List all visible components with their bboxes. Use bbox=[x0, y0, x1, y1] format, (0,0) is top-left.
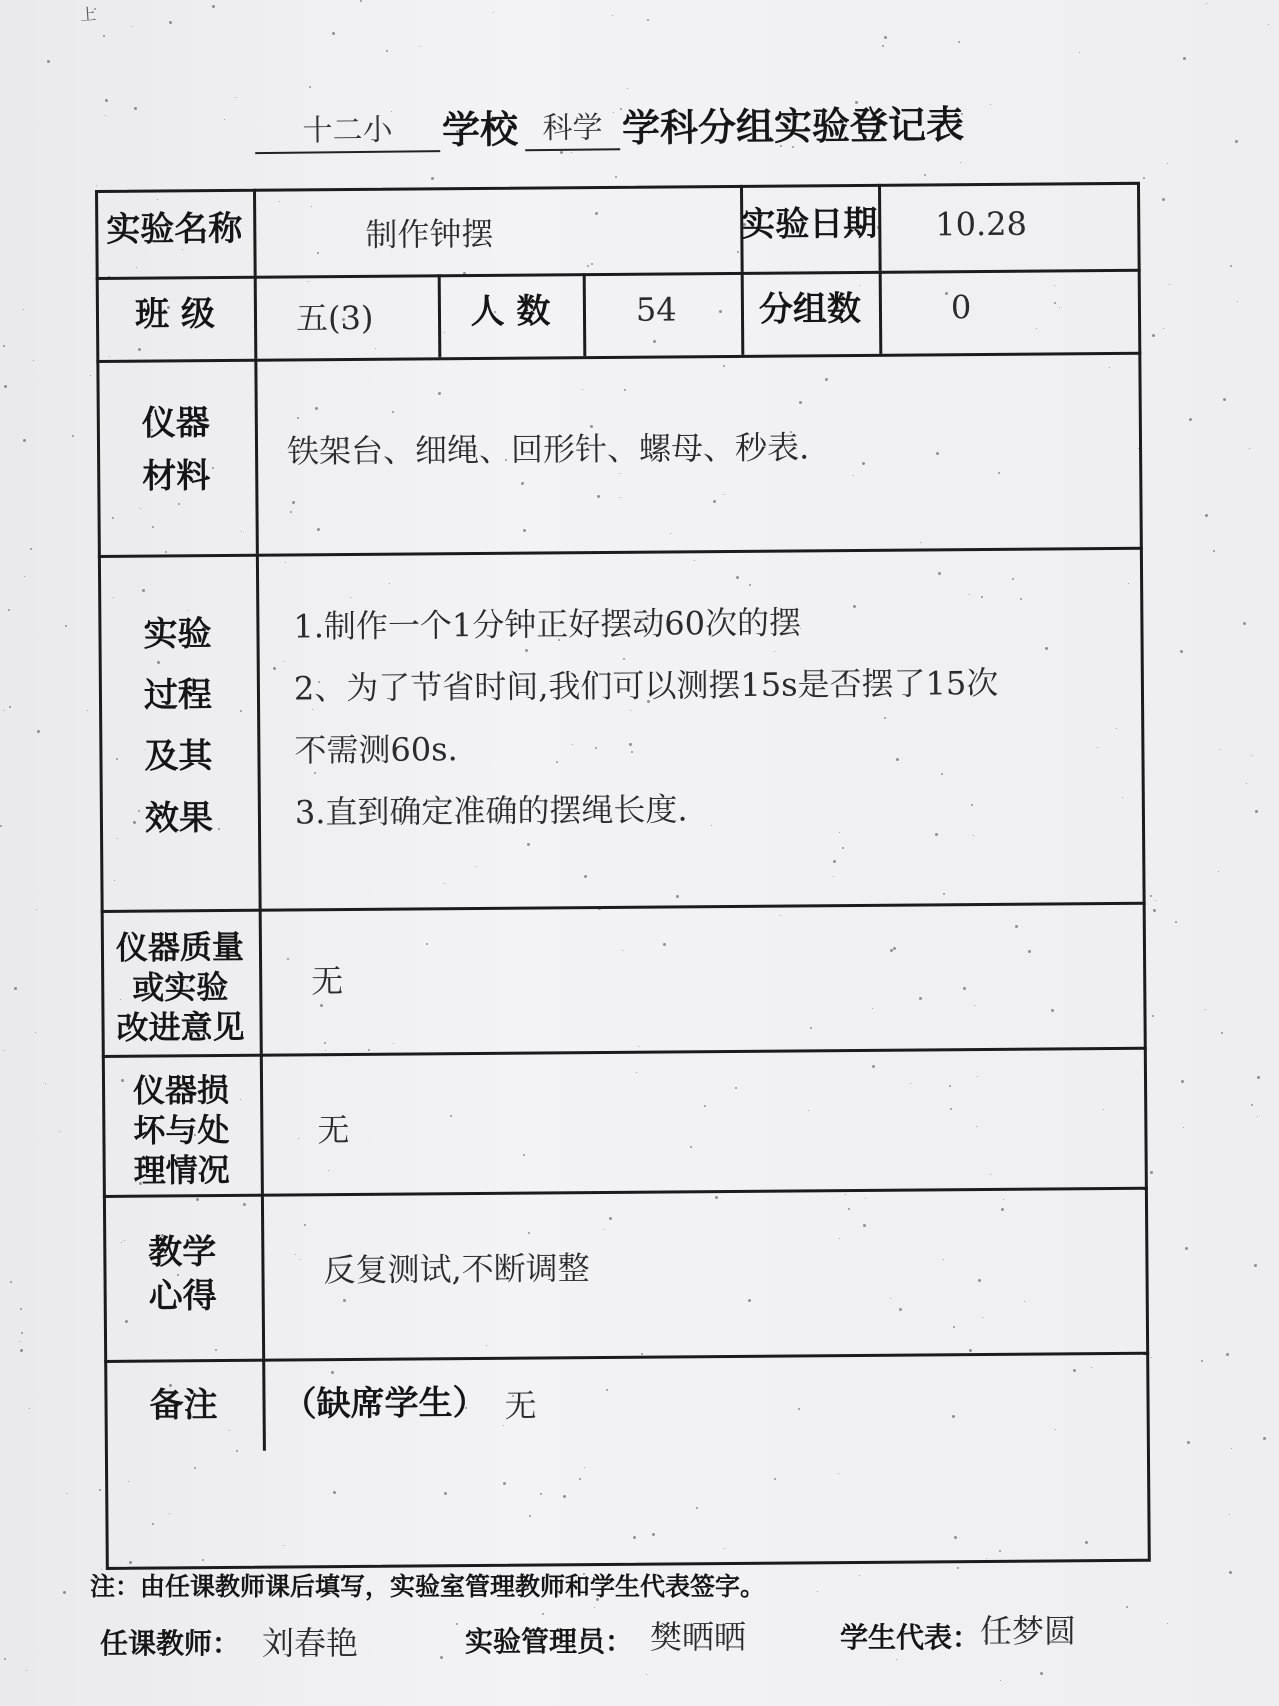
speckle-dot bbox=[65, 625, 67, 627]
speckle-dot bbox=[4, 1658, 6, 1660]
speckle-dot bbox=[1231, 1448, 1232, 1449]
process-line-2: 2、为了节省时间,我们可以测摆15s是否摆了15次 bbox=[293, 663, 999, 708]
speckle-dot bbox=[1189, 418, 1192, 421]
value-suggestions: 无 bbox=[311, 962, 344, 1001]
speckle-dot bbox=[1230, 265, 1232, 267]
divider bbox=[262, 1359, 266, 1451]
speckle-dot bbox=[87, 710, 88, 711]
value-reflection: 反复测试,不断调整 bbox=[323, 1249, 590, 1290]
value-experiment-name: 制作钟摆 bbox=[365, 214, 494, 254]
student-label: 学生代表： bbox=[840, 1621, 981, 1654]
speckle-dot bbox=[431, 177, 434, 180]
speckle-dot bbox=[884, 36, 887, 39]
speckle-dot bbox=[1143, 177, 1145, 179]
speckle-dot bbox=[1243, 622, 1246, 625]
speckle-dot bbox=[309, 86, 311, 88]
speckle-dot bbox=[3, 710, 4, 711]
speckle-dot bbox=[360, 0, 362, 2]
speckle-dot bbox=[90, 375, 91, 376]
admin-label: 实验管理员： bbox=[465, 1625, 634, 1658]
admin-signature: 樊晒晒 bbox=[650, 1618, 747, 1656]
speckle-dot bbox=[0, 825, 2, 827]
label-materials: 仪器 材料 bbox=[141, 403, 211, 497]
row-reflection bbox=[103, 1187, 1149, 1363]
value-absent-students: 无 bbox=[504, 1386, 537, 1425]
speckle-dot bbox=[23, 309, 24, 310]
speckle-dot bbox=[1249, 448, 1250, 449]
speckle-dot bbox=[440, 1656, 443, 1659]
label-experiment-name: 实验名称 bbox=[106, 208, 243, 250]
divider bbox=[879, 271, 883, 354]
speckle-dot bbox=[235, 97, 236, 98]
speckle-dot bbox=[9, 706, 11, 708]
speckle-dot bbox=[1205, 514, 1208, 517]
value-experiment-date: 10.28 bbox=[935, 204, 1028, 244]
process-line-3: 不需测60s. bbox=[294, 730, 458, 770]
speckle-dot bbox=[1175, 921, 1177, 923]
school-blank bbox=[255, 104, 440, 154]
speckle-dot bbox=[1167, 163, 1168, 164]
speckle-dot bbox=[957, 1567, 959, 1569]
speckle-dot bbox=[1246, 783, 1247, 784]
speckle-dot bbox=[1218, 871, 1219, 872]
row-class-info bbox=[96, 269, 1142, 363]
speckle-dot bbox=[882, 45, 884, 47]
speckle-dot bbox=[896, 1659, 897, 1660]
divider bbox=[583, 273, 587, 356]
speckle-dot bbox=[1151, 1357, 1152, 1358]
speckle-dot bbox=[419, 46, 420, 47]
speckle-dot bbox=[627, 88, 628, 89]
speckle-dot bbox=[1162, 198, 1165, 201]
speckle-dot bbox=[33, 360, 34, 361]
speckle-dot bbox=[1183, 57, 1186, 60]
label-class: 班 级 bbox=[134, 294, 216, 335]
speckle-dot bbox=[35, 1032, 36, 1033]
divider bbox=[253, 189, 257, 276]
row-damage bbox=[102, 1047, 1148, 1198]
speckle-dot bbox=[1183, 1127, 1184, 1128]
school-name: 十二小 bbox=[302, 112, 393, 149]
speckle-dot bbox=[647, 19, 649, 21]
process-line-4: 3.直到确定准确的摆绳长度. bbox=[294, 790, 688, 832]
value-group-count: 0 bbox=[950, 288, 972, 327]
teacher-signature: 刘春艳 bbox=[262, 1624, 359, 1662]
speckle-dot bbox=[66, 1493, 67, 1494]
label-absent-students: （缺席学生） bbox=[282, 1382, 487, 1425]
value-class: 五(3) bbox=[295, 298, 374, 338]
speckle-dot bbox=[1206, 3, 1207, 4]
speckle-dot bbox=[1205, 1009, 1206, 1010]
speckle-dot bbox=[1150, 895, 1152, 897]
speckle-dot bbox=[96, 185, 97, 186]
speckle-dot bbox=[1155, 900, 1156, 901]
record-table bbox=[95, 182, 1151, 1570]
speckle-dot bbox=[1000, 1680, 1001, 1681]
speckle-dot bbox=[1152, 1015, 1154, 1017]
speckle-dot bbox=[8, 609, 10, 611]
speckle-dot bbox=[36, 909, 37, 910]
speckle-dot bbox=[960, 162, 961, 163]
speckle-dot bbox=[612, 15, 613, 16]
speckle-dot bbox=[63, 1591, 66, 1594]
speckle-dot bbox=[72, 435, 74, 437]
row-process bbox=[98, 547, 1146, 913]
speckle-dot bbox=[1257, 1076, 1260, 1079]
label-group-count: 分组数 bbox=[758, 288, 862, 330]
divider bbox=[254, 276, 258, 359]
speckle-dot bbox=[958, 41, 960, 43]
row-remarks bbox=[104, 1352, 1150, 1452]
speckle-dot bbox=[103, 35, 105, 37]
speckle-dot bbox=[456, 1623, 458, 1625]
speckle-dot bbox=[615, 176, 617, 178]
footer-note: 注：由任课教师课后填写，实验室管理教师和学生代表签字。 bbox=[90, 1572, 766, 1601]
speckle-dot bbox=[45, 1083, 46, 1084]
speckle-dot bbox=[1163, 328, 1164, 329]
value-damage: 无 bbox=[317, 1111, 350, 1150]
subject-blank bbox=[525, 102, 620, 151]
speckle-dot bbox=[20, 1308, 22, 1310]
speckle-dot bbox=[47, 60, 50, 63]
speckle-dot bbox=[105, 99, 108, 102]
speckle-dot bbox=[1181, 1080, 1184, 1083]
speckle-dot bbox=[1150, 1171, 1153, 1174]
speckle-dot bbox=[224, 119, 225, 120]
speckle-dot bbox=[1152, 334, 1155, 337]
value-headcount: 54 bbox=[635, 290, 677, 329]
speckle-dot bbox=[99, 1489, 101, 1491]
speckle-dot bbox=[21, 1332, 23, 1334]
speckle-dot bbox=[29, 1408, 30, 1409]
form-title bbox=[255, 96, 1036, 164]
speckle-dot bbox=[1201, 1360, 1203, 1362]
speckle-dot bbox=[23, 439, 26, 442]
label-remarks: 备注 bbox=[149, 1385, 218, 1426]
speckle-dot bbox=[132, 26, 133, 27]
speckle-dot bbox=[59, 1131, 60, 1132]
speckle-dot bbox=[1229, 1514, 1230, 1515]
speckle-dot bbox=[1187, 1441, 1190, 1444]
speckle-dot bbox=[105, 115, 106, 116]
speckle-dot bbox=[1185, 1247, 1188, 1250]
speckle-dot bbox=[1263, 1437, 1266, 1440]
speckle-dot bbox=[4, 385, 7, 388]
speckle-dot bbox=[1153, 909, 1156, 912]
process-line-1: 1.制作一个1分钟正好摆动60次的摆 bbox=[293, 603, 802, 646]
speckle-dot bbox=[19, 1341, 20, 1342]
speckle-dot bbox=[10, 1281, 12, 1283]
speckle-dot bbox=[1167, 1623, 1168, 1624]
speckle-dot bbox=[332, 32, 335, 35]
speckle-dot bbox=[37, 730, 40, 733]
corner-mark: 上 bbox=[79, 4, 97, 25]
speckle-dot bbox=[1180, 650, 1183, 653]
speckle-dot bbox=[1251, 1104, 1253, 1106]
speckle-dot bbox=[1226, 1353, 1229, 1356]
speckle-dot bbox=[14, 987, 17, 990]
divider bbox=[878, 184, 882, 271]
subject-name: 科学 bbox=[542, 110, 603, 147]
speckle-dot bbox=[1213, 550, 1215, 552]
speckle-dot bbox=[594, 1607, 595, 1608]
speckle-dot bbox=[30, 548, 32, 550]
student-signature: 任梦圆 bbox=[980, 1612, 1077, 1650]
speckle-dot bbox=[3, 345, 5, 347]
speckle-dot bbox=[1169, 284, 1170, 285]
speckle-dot bbox=[1040, 1672, 1043, 1675]
speckle-dot bbox=[1223, 398, 1226, 401]
speckle-dot bbox=[26, 1670, 27, 1671]
speckle-dot bbox=[20, 1349, 23, 1352]
label-headcount: 人 数 bbox=[470, 291, 551, 333]
speckle-dot bbox=[169, 21, 172, 24]
speckle-dot bbox=[646, 1674, 647, 1675]
speckle-dot bbox=[1126, 1606, 1128, 1608]
speckle-dot bbox=[1237, 301, 1238, 302]
speckle-dot bbox=[1221, 1032, 1223, 1034]
row-materials bbox=[96, 352, 1143, 558]
form-name: 学科分组实验登记表 bbox=[621, 102, 965, 151]
value-materials: 铁架台、细绳、回形针、螺母、秒表. bbox=[286, 428, 810, 471]
speckle-dot bbox=[1235, 140, 1238, 143]
speckle-dot bbox=[386, 50, 388, 52]
speckle-dot bbox=[1079, 52, 1080, 53]
speckle-dot bbox=[817, 1591, 818, 1592]
school-suffix: 学校 bbox=[441, 107, 519, 153]
speckle-dot bbox=[4, 1050, 5, 1051]
speckle-dot bbox=[1268, 24, 1269, 25]
label-process: 实验 过程 及其 效果 bbox=[143, 614, 214, 839]
speckle-dot bbox=[1219, 749, 1220, 750]
speckle-dot bbox=[1251, 755, 1252, 756]
speckle-dot bbox=[212, 5, 215, 8]
speckle-dot bbox=[24, 576, 25, 577]
speckle-dot bbox=[1255, 810, 1258, 813]
speckle-dot bbox=[1254, 1264, 1257, 1267]
row-suggestions bbox=[101, 902, 1147, 1058]
speckle-dot bbox=[1229, 1571, 1232, 1574]
row-experiment-name bbox=[95, 182, 1141, 280]
speckle-dot bbox=[493, 12, 494, 13]
speckle-dot bbox=[542, 1613, 544, 1615]
label-damage: 仪器损 坏与处 理情况 bbox=[132, 1070, 230, 1190]
speckle-dot bbox=[924, 174, 926, 176]
label-reflection: 教学 心得 bbox=[148, 1232, 217, 1317]
speckle-dot bbox=[859, 1575, 860, 1576]
label-suggestions: 仪器质量 或实验 改进意见 bbox=[115, 927, 245, 1047]
teacher-label: 任课教师： bbox=[100, 1627, 241, 1660]
speckle-dot bbox=[134, 107, 137, 110]
speckle-dot bbox=[1257, 1116, 1258, 1117]
label-experiment-date: 实验日期 bbox=[741, 203, 878, 245]
